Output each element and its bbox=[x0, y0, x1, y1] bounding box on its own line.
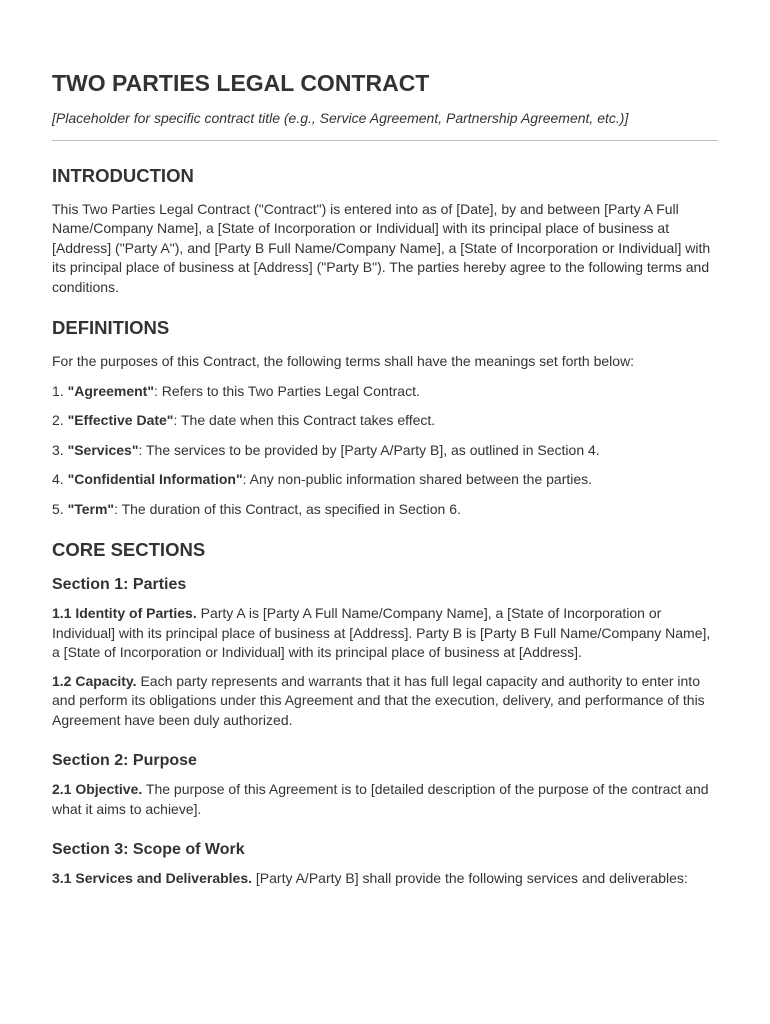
introduction-heading: INTRODUCTION bbox=[52, 164, 194, 186]
definition-text: : Any non-public information shared between the parties. bbox=[242, 471, 593, 487]
clause-text: The purpose of this Agreement is to [detailed description of the purpose of the contract and what it aims to achieve]. bbox=[52, 781, 709, 817]
definition-number: 3. bbox=[52, 441, 64, 458]
section-scope-of-work bbox=[52, 841, 718, 889]
definition-item bbox=[52, 411, 718, 431]
definition-term: "Term" bbox=[67, 500, 115, 517]
clause-label: 1.1 Identity of Parties. bbox=[52, 605, 197, 621]
clause-label: 1.2 Capacity. bbox=[52, 672, 137, 689]
definition-item bbox=[52, 441, 718, 461]
clause bbox=[52, 604, 718, 663]
definition-item bbox=[52, 470, 718, 490]
section-heading: Section 2: Purpose bbox=[52, 752, 197, 769]
clause-text: Party A is [Party A Full Name/Company Name], a [State of Incorporation or Individual] with its principal place of business at [Address]. Party B is [Party B Full Name/Company Name], a [State of Incorporation or Individual] with its principal place of business at [Address]. bbox=[52, 605, 711, 660]
definition-term: "Services" bbox=[67, 441, 139, 458]
clause-label: 3.1 Services and Deliverables. bbox=[52, 870, 253, 886]
definitions-list bbox=[52, 382, 718, 520]
definition-text: : Refers to this Two Parties Legal Contract. bbox=[153, 382, 420, 399]
document-subtitle: [Placeholder for specific contract title (e.g., Service Agreement, Partnership Agreement, etc.)] bbox=[52, 110, 629, 126]
clause-text: [Party A/Party B] shall provide the following services and deliverables: bbox=[252, 870, 688, 886]
definition-number: 2. bbox=[52, 412, 64, 428]
definitions-lead: For the purposes of this Contract, the following terms shall have the meanings set forth below: bbox=[52, 353, 635, 369]
clause bbox=[52, 780, 718, 819]
definition-number: 4. bbox=[52, 471, 64, 487]
clause bbox=[52, 869, 718, 889]
definitions-heading: DEFINITIONS bbox=[52, 317, 170, 338]
section-parties bbox=[52, 576, 718, 730]
clause bbox=[52, 672, 718, 731]
core-sections-heading: CORE SECTIONS bbox=[52, 539, 206, 560]
section-purpose bbox=[52, 752, 718, 819]
definition-term: "Effective Date" bbox=[67, 412, 174, 428]
definition-item bbox=[52, 382, 718, 402]
definition-text: : The duration of this Contract, as specified in Section 6. bbox=[114, 500, 461, 517]
definition-number: 5. bbox=[52, 500, 64, 517]
section-heading: Section 1: Parties bbox=[52, 576, 187, 593]
definition-text: : The services to be provided by [Party A/Party B], as outlined in Section 4. bbox=[138, 441, 600, 458]
section-heading: Section 3: Scope of Work bbox=[52, 841, 245, 858]
clause-label: 2.1 Objective. bbox=[52, 781, 143, 797]
definition-term: "Agreement" bbox=[67, 382, 154, 399]
definition-term: "Confidential Information" bbox=[67, 471, 243, 487]
clause-text: Each party represents and warrants that it has full legal capacity and authority to enter into and perform its obligations under this Agreement and that the execution, delivery, and performance of this Agreement have been duly authorized. bbox=[52, 672, 705, 728]
definition-text: : The date when this Contract takes effect. bbox=[173, 412, 436, 428]
title-divider bbox=[52, 140, 718, 141]
definition-number: 1. bbox=[52, 382, 64, 399]
definition-item bbox=[52, 500, 718, 520]
introduction-body: This Two Parties Legal Contract ("Contract") is entered into as of [Date], by and between [Party A Full Name/Company Name], a [State of Incorporation or Individual] with its principal place of business at [Address] ("Party A"), and [Party B Full Name/Company Name], a [State of Incorporation or Individual] with its principal place of business at [Address] ("Party B"). The parties hereby agree to the following terms and conditions. bbox=[52, 200, 711, 295]
document-title: TWO PARTIES LEGAL CONTRACT bbox=[52, 70, 430, 96]
